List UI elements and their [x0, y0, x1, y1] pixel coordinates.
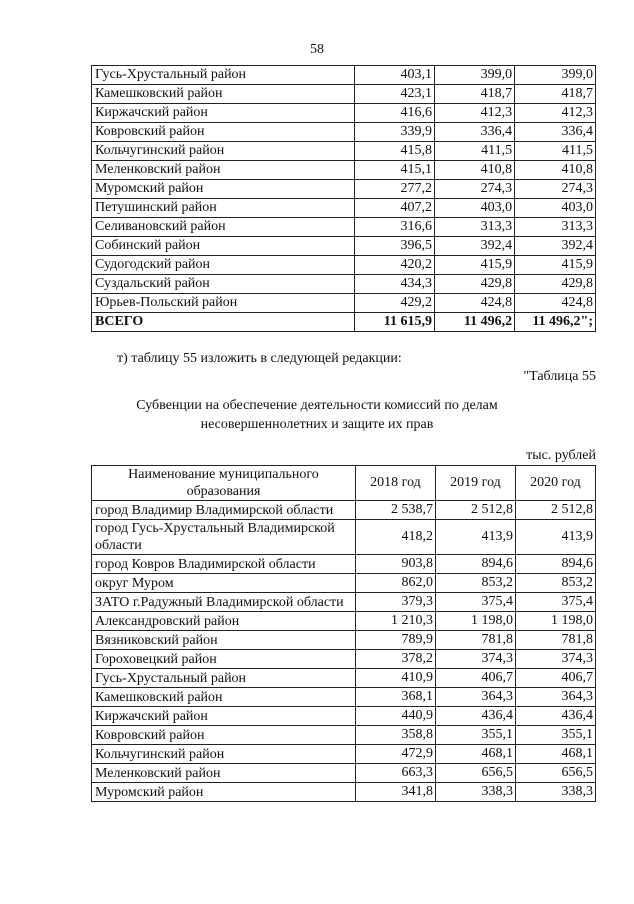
- table-55: [91, 465, 596, 802]
- value-2020: 274,3: [515, 180, 596, 199]
- value-2020: 406,7: [515, 669, 595, 688]
- value-2019: 399,0: [435, 66, 515, 85]
- row-name: город Ковров Владимирской области: [92, 555, 356, 574]
- row-name: Меленковский район: [92, 764, 356, 783]
- value-2018: 429,2: [354, 294, 434, 313]
- value-2020: 436,4: [515, 707, 595, 726]
- row-name: Меленковский район: [92, 161, 355, 180]
- value-2019: 338,3: [435, 783, 515, 802]
- value-2018: 341,8: [355, 783, 435, 802]
- value-2019: 468,1: [435, 745, 515, 764]
- value-2019: 392,4: [435, 237, 515, 256]
- row-name: Ковровский район: [92, 726, 356, 745]
- table-row: [92, 237, 596, 256]
- value-2019: 1 198,0: [435, 612, 515, 631]
- table-row: [92, 85, 596, 104]
- value-2020: 424,8: [515, 294, 596, 313]
- instruction-text: т) таблицу 55 изложить в следующей редакции:: [117, 351, 402, 366]
- value-2018: 403,1: [354, 66, 434, 85]
- table-title-line-2: несовершеннолетних и защите их прав: [200, 417, 434, 432]
- value-2019: 313,3: [435, 218, 515, 237]
- value-2019: 411,5: [435, 142, 515, 161]
- row-name: Петушинский район: [92, 199, 355, 218]
- value-2019: 364,3: [435, 688, 515, 707]
- value-2020: 412,3: [515, 104, 596, 123]
- table-row: [92, 555, 596, 574]
- value-2019: 853,2: [435, 574, 515, 593]
- table-row: [92, 180, 596, 199]
- value-2018: 423,1: [354, 85, 434, 104]
- row-name: Ковровский район: [92, 123, 355, 142]
- row-name: Киржачский район: [92, 707, 356, 726]
- table-row: [92, 688, 596, 707]
- table-row: [92, 612, 596, 631]
- value-2018: 378,2: [355, 650, 435, 669]
- table-title: [0, 396, 634, 434]
- page-number: 58: [310, 42, 324, 57]
- value-2020: 403,0: [515, 199, 596, 218]
- value-2019: 436,4: [435, 707, 515, 726]
- table-row: [92, 631, 596, 650]
- total-2019: 11 496,2: [435, 313, 515, 332]
- header-name: Наименование муниципального образования: [92, 466, 356, 501]
- value-2020: 468,1: [515, 745, 595, 764]
- table-row: [92, 199, 596, 218]
- value-2018: 368,1: [355, 688, 435, 707]
- value-2020: 415,9: [515, 256, 596, 275]
- value-2018: 407,2: [354, 199, 434, 218]
- row-name: Гороховецкий район: [92, 650, 356, 669]
- value-2019: 415,9: [435, 256, 515, 275]
- total-2018: 11 615,9: [354, 313, 434, 332]
- header-2020: 2020 год: [515, 466, 595, 501]
- value-2018: 472,9: [355, 745, 435, 764]
- total-row: [92, 313, 596, 332]
- value-2018: 358,8: [355, 726, 435, 745]
- value-2020: 656,5: [515, 764, 595, 783]
- value-2018: 415,1: [354, 161, 434, 180]
- table-row: [92, 104, 596, 123]
- value-2020: 411,5: [515, 142, 596, 161]
- continued-table-body: [92, 66, 596, 313]
- table-row: [92, 745, 596, 764]
- value-2018: 418,2: [355, 520, 435, 555]
- value-2019: 406,7: [435, 669, 515, 688]
- table-row: [92, 783, 596, 802]
- row-name: Судогодский район: [92, 256, 355, 275]
- value-2018: 316,6: [354, 218, 434, 237]
- value-2019: 2 512,8: [435, 501, 515, 520]
- row-name: Гусь-Хрустальный район: [92, 669, 356, 688]
- value-2019: 418,7: [435, 85, 515, 104]
- row-name: Муромский район: [92, 783, 356, 802]
- units-label: тыс. рублей: [526, 448, 596, 463]
- row-name: Муромский район: [92, 180, 355, 199]
- value-2019: 424,8: [435, 294, 515, 313]
- value-2018: 1 210,3: [355, 612, 435, 631]
- value-2018: 415,8: [354, 142, 434, 161]
- value-2020: 2 512,8: [515, 501, 595, 520]
- value-2018: 379,3: [355, 593, 435, 612]
- value-2018: 862,0: [355, 574, 435, 593]
- value-2019: 274,3: [435, 180, 515, 199]
- value-2018: 420,2: [354, 256, 434, 275]
- row-name: ЗАТО г.Радужный Владимирской области: [92, 593, 356, 612]
- value-2019: 355,1: [435, 726, 515, 745]
- table-row: [92, 726, 596, 745]
- row-name: Киржачский район: [92, 104, 355, 123]
- row-name: Кольчугинский район: [92, 745, 356, 764]
- value-2018: 410,9: [355, 669, 435, 688]
- table-row: [92, 574, 596, 593]
- table-row: [92, 650, 596, 669]
- value-2019: 403,0: [435, 199, 515, 218]
- value-2020: 355,1: [515, 726, 595, 745]
- value-2020: 313,3: [515, 218, 596, 237]
- header-2018: 2018 год: [355, 466, 435, 501]
- value-2018: 2 538,7: [355, 501, 435, 520]
- row-name: Кольчугинский район: [92, 142, 355, 161]
- value-2019: 410,8: [435, 161, 515, 180]
- value-2020: 894,6: [515, 555, 595, 574]
- value-2018: 396,5: [354, 237, 434, 256]
- value-2019: 375,4: [435, 593, 515, 612]
- table-55-body: [92, 501, 596, 802]
- value-2019: 336,4: [435, 123, 515, 142]
- value-2020: 392,4: [515, 237, 596, 256]
- table-row: [92, 218, 596, 237]
- table-row: [92, 520, 596, 555]
- total-label: ВСЕГО: [92, 313, 355, 332]
- value-2018: 440,9: [355, 707, 435, 726]
- table-row: [92, 593, 596, 612]
- table-55-header-row: [92, 466, 596, 501]
- value-2018: 277,2: [354, 180, 434, 199]
- value-2020: 410,8: [515, 161, 596, 180]
- value-2020: 429,8: [515, 275, 596, 294]
- table-row: [92, 294, 596, 313]
- value-2020: 375,4: [515, 593, 595, 612]
- value-2019: 781,8: [435, 631, 515, 650]
- value-2020: 338,3: [515, 783, 595, 802]
- value-2020: 853,2: [515, 574, 595, 593]
- table-row: [92, 764, 596, 783]
- table-row: [92, 123, 596, 142]
- value-2020: 781,8: [515, 631, 595, 650]
- table-row: [92, 256, 596, 275]
- table-row: [92, 707, 596, 726]
- continued-table: [91, 65, 596, 332]
- table-row: [92, 142, 596, 161]
- row-name: Александровский район: [92, 612, 356, 631]
- row-name: Селивановский район: [92, 218, 355, 237]
- table-row: [92, 66, 596, 85]
- row-name: округ Муром: [92, 574, 356, 593]
- row-name: Вязниковский район: [92, 631, 356, 650]
- value-2019: 429,8: [435, 275, 515, 294]
- row-name: Камешковский район: [92, 85, 355, 104]
- table-row: [92, 161, 596, 180]
- table-row: [92, 501, 596, 520]
- table-label: "Таблица 55: [523, 369, 596, 384]
- value-2018: 434,3: [354, 275, 434, 294]
- value-2020: 413,9: [515, 520, 595, 555]
- value-2020: 418,7: [515, 85, 596, 104]
- value-2019: 374,3: [435, 650, 515, 669]
- row-name: Гусь-Хрустальный район: [92, 66, 355, 85]
- row-name: Суздальский район: [92, 275, 355, 294]
- header-2019: 2019 год: [435, 466, 515, 501]
- value-2018: 789,9: [355, 631, 435, 650]
- table-row: [92, 275, 596, 294]
- table-title-line-1: Субвенции на обеспечение деятельности комиссий по делам: [136, 398, 498, 413]
- value-2018: 339,9: [354, 123, 434, 142]
- row-name: Юрьев-Польский район: [92, 294, 355, 313]
- value-2020: 374,3: [515, 650, 595, 669]
- value-2019: 413,9: [435, 520, 515, 555]
- total-2020: 11 496,2";: [515, 313, 596, 332]
- value-2020: 336,4: [515, 123, 596, 142]
- table-row: [92, 669, 596, 688]
- value-2020: 399,0: [515, 66, 596, 85]
- value-2018: 663,3: [355, 764, 435, 783]
- value-2020: 364,3: [515, 688, 595, 707]
- row-name: город Владимир Владимирской области: [92, 501, 356, 520]
- value-2018: 903,8: [355, 555, 435, 574]
- value-2018: 416,6: [354, 104, 434, 123]
- row-name: Камешковский район: [92, 688, 356, 707]
- row-name: город Гусь-Хрустальный Владимирской области: [92, 520, 356, 555]
- value-2019: 412,3: [435, 104, 515, 123]
- row-name: Собинский район: [92, 237, 355, 256]
- value-2019: 894,6: [435, 555, 515, 574]
- value-2020: 1 198,0: [515, 612, 595, 631]
- value-2019: 656,5: [435, 764, 515, 783]
